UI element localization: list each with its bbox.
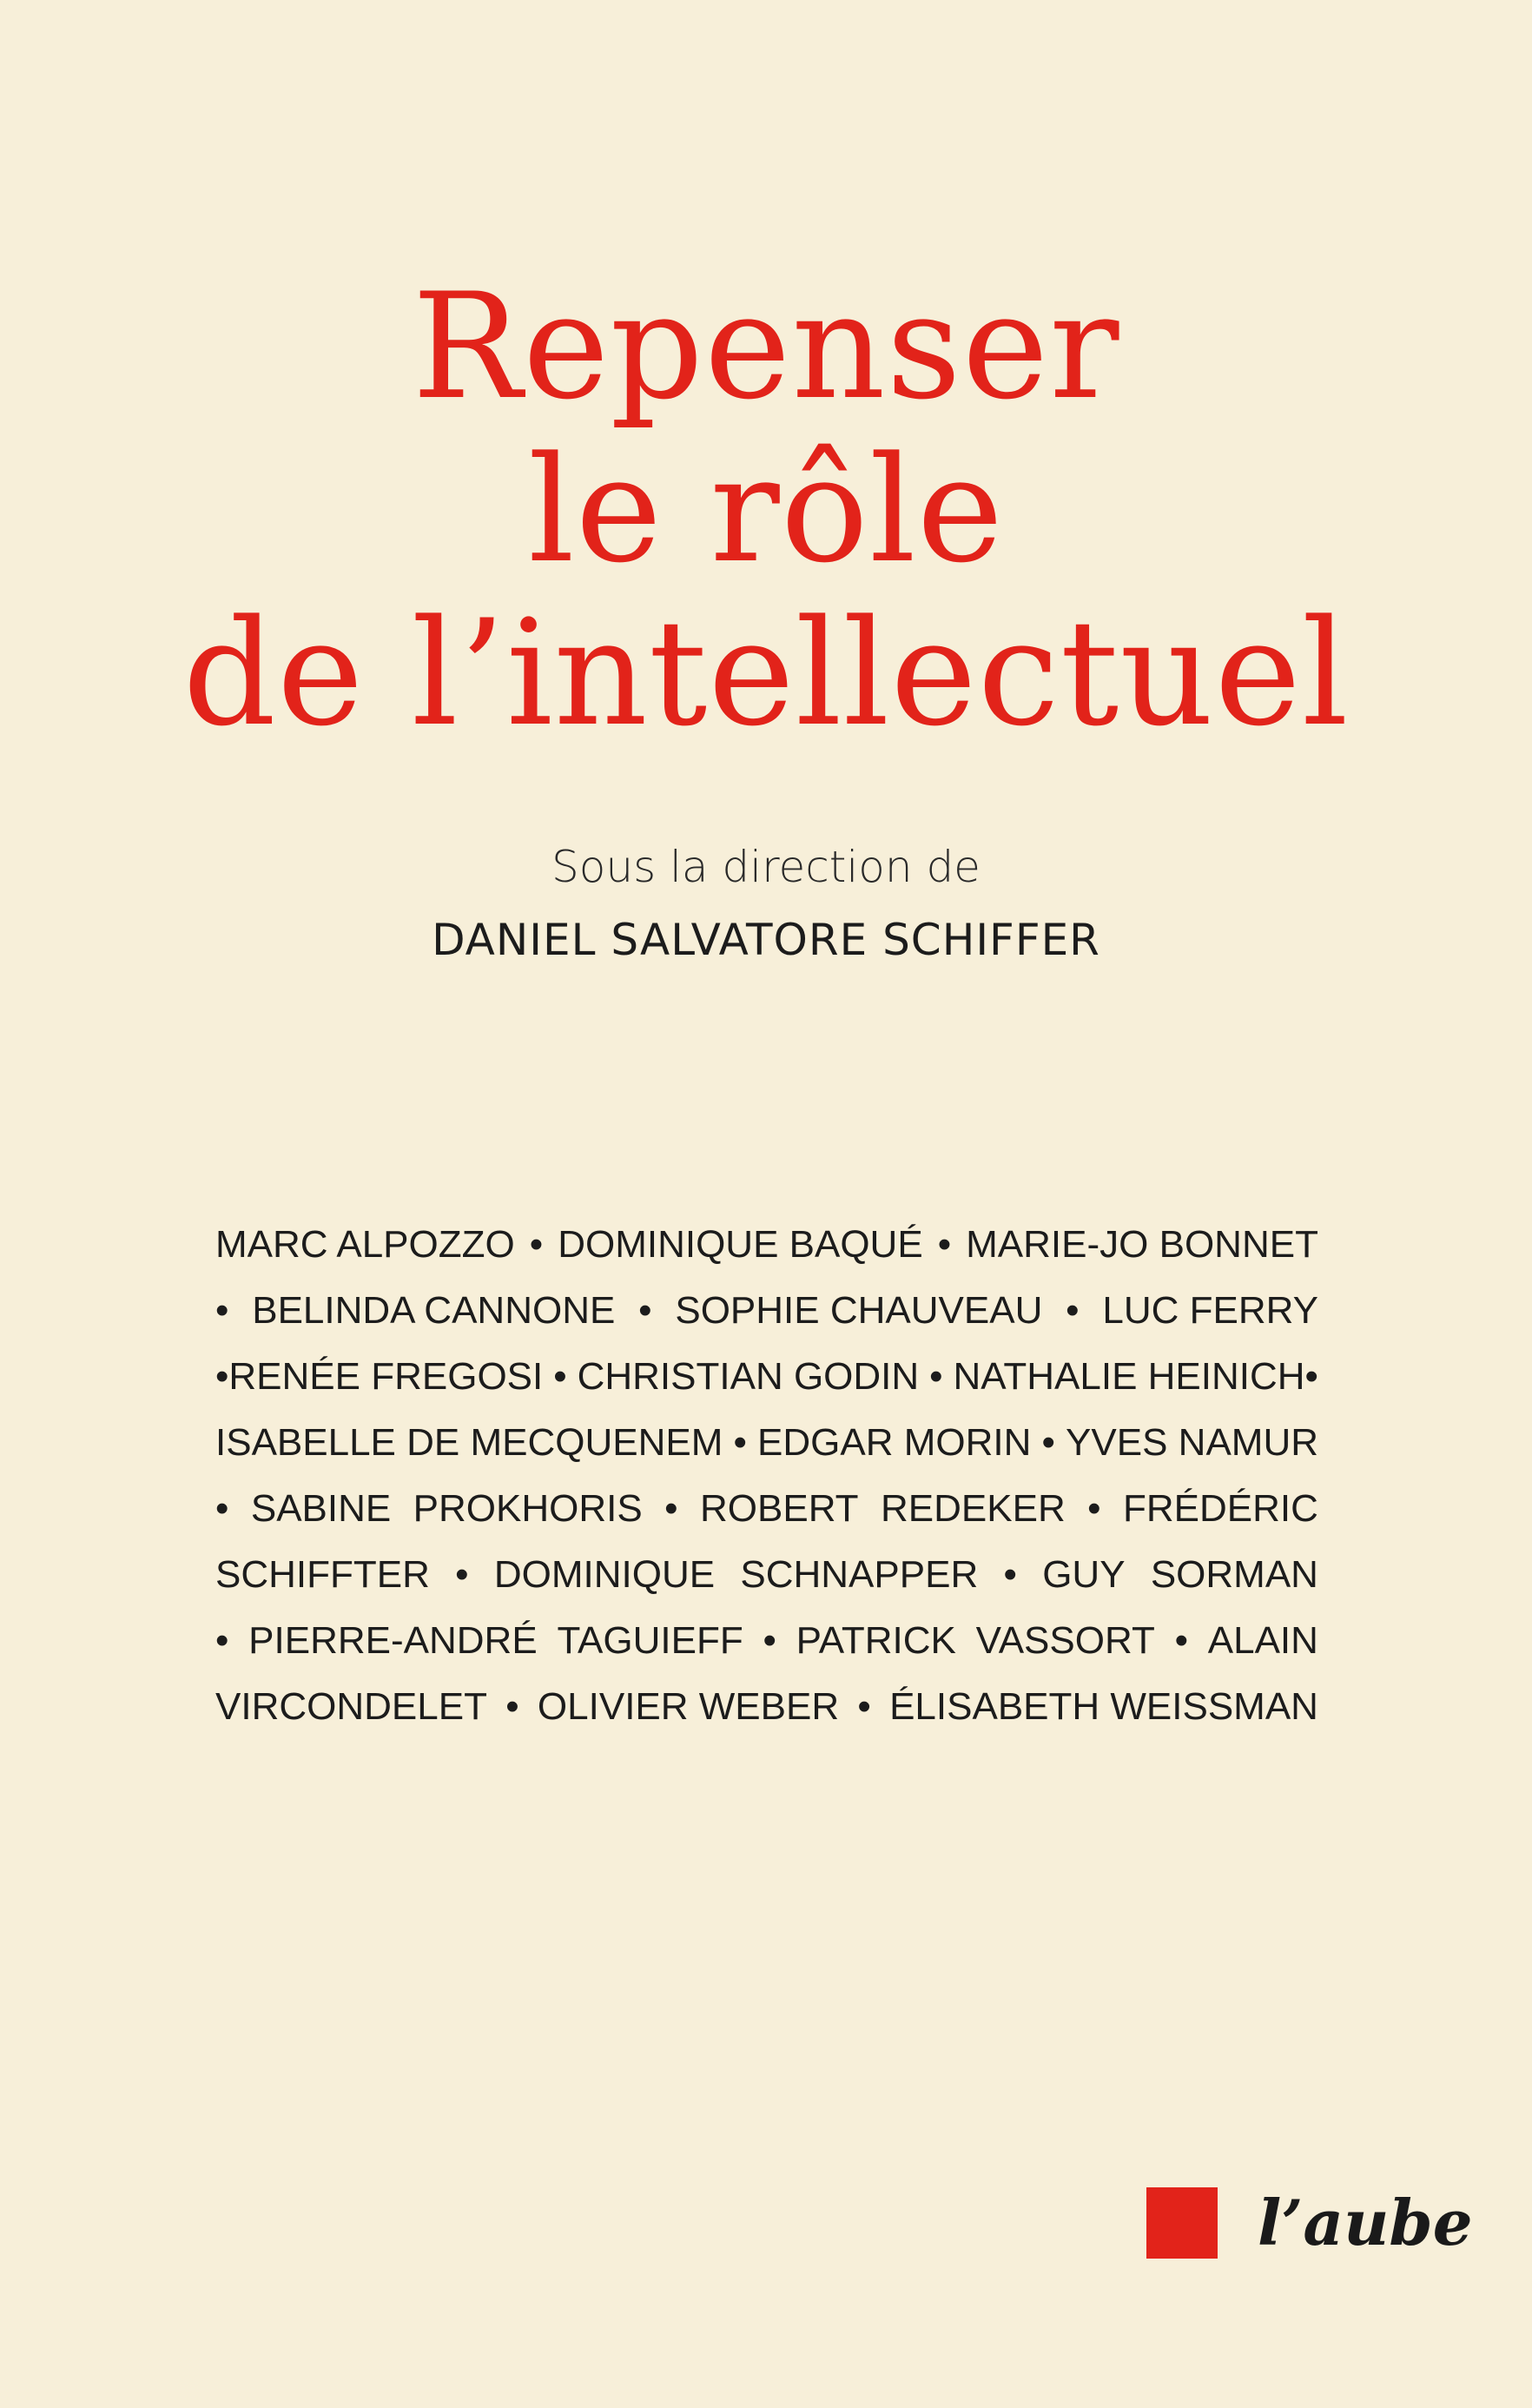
contributor-word: ROBERT [700,1487,859,1530]
contributor-word: DOMINIQUE [493,1553,716,1596]
contributor-word: •RENÉE FREGOSI [215,1355,544,1398]
contributors-line [215,1608,1318,1674]
contributor-word: FRÉDÉRIC [1123,1487,1318,1530]
contributor-word: PIERRE-ANDRÉ [248,1619,538,1662]
separator-bullet: • [929,1355,943,1398]
contributor-word: VASSORT [975,1619,1155,1662]
contributors-list [215,1212,1318,1740]
separator-bullet: • [1003,1553,1017,1596]
separator-bullet: • [1174,1619,1188,1662]
direction-label: Sous la direction de [551,842,981,892]
title-line-1: Repenser [412,261,1120,432]
publisher-name: l’aube [1258,2186,1473,2259]
contributor-word: PATRICK [796,1619,956,1662]
separator-bullet: • [638,1289,652,1332]
contributors-line [215,1476,1318,1542]
publisher-square-icon [1146,2187,1218,2259]
contributor-word: SOPHIE CHAUVEAU [675,1289,1043,1332]
separator-bullet: • [733,1421,747,1464]
separator-bullet: • [1066,1289,1080,1332]
title-line-2: le rôle [527,425,1005,595]
contributor-word: PROKHORIS [413,1487,643,1530]
contributor-word: NATHALIE HEINICH• [953,1355,1318,1398]
separator-bullet: • [215,1619,229,1662]
separator-bullet: • [215,1487,229,1530]
contributor-word: CHRISTIAN GODIN [577,1355,920,1398]
separator-bullet: • [553,1355,567,1398]
contributors-line [215,1212,1318,1278]
contributor-word: SCHIFFTER [215,1553,430,1596]
contributor-word: TAGUIEFF [557,1619,743,1662]
contributor-word: REDEKER [881,1487,1066,1530]
separator-bullet: • [664,1487,678,1530]
publisher-logo [1146,2187,1473,2259]
contributors-line [215,1278,1318,1344]
contributor-word: EDGAR MORIN [757,1421,1032,1464]
separator-bullet: • [763,1619,776,1662]
contributors-line [215,1410,1318,1476]
contributor-word: OLIVIER WEBER [537,1685,840,1728]
contributor-word: MARC ALPOZZO [215,1223,515,1266]
separator-bullet: • [215,1289,229,1332]
contributor-word: ISABELLE DE MECQUENEM [215,1421,723,1464]
separator-bullet: • [455,1553,469,1596]
contributor-word: SORMAN [1150,1553,1318,1596]
contributor-word: MARIE-JO BONNET [966,1223,1318,1266]
contributor-word: VIRCONDELET [215,1685,487,1728]
title-line-3: de l’intellectuel [182,588,1350,758]
contributor-word: ALAIN [1207,1619,1318,1662]
separator-bullet: • [937,1223,952,1266]
contributor-word: SCHNAPPER [740,1553,979,1596]
separator-bullet: • [505,1685,519,1728]
contributors-line [215,1674,1318,1740]
contributor-word: BELINDA CANNONE [252,1289,616,1332]
editor-name: DANIEL SALVATORE SCHIFFER [432,915,1100,965]
contributors-line [215,1344,1318,1410]
contributor-word: LUC FERRY [1102,1289,1318,1332]
book-title [0,261,1532,758]
contributor-word: GUY [1042,1553,1126,1596]
contributor-word: DOMINIQUE BAQUÉ [558,1223,923,1266]
contributor-word: YVES NAMUR [1066,1421,1318,1464]
contributors-line [215,1542,1318,1608]
separator-bullet: • [1087,1487,1101,1530]
contributor-word: ÉLISABETH WEISSMAN [889,1685,1318,1728]
contributor-word: SABINE [250,1487,392,1530]
separator-bullet: • [857,1685,871,1728]
separator-bullet: • [1041,1421,1055,1464]
separator-bullet: • [529,1223,544,1266]
